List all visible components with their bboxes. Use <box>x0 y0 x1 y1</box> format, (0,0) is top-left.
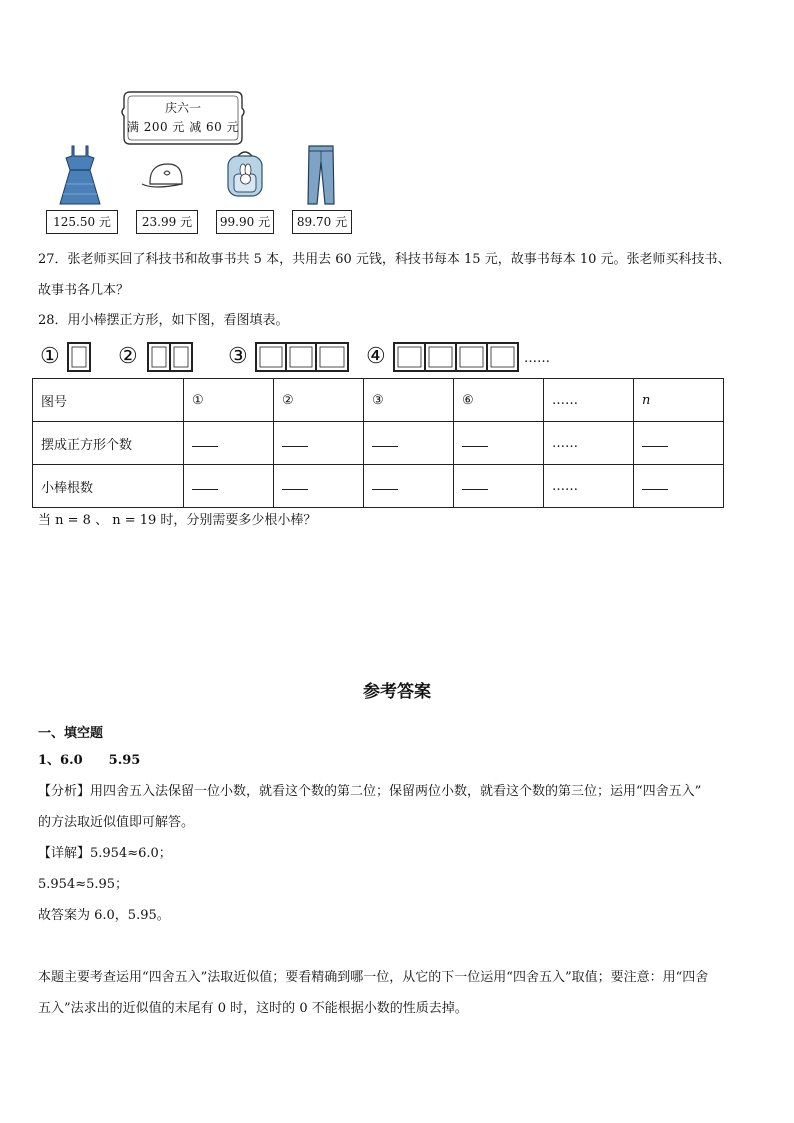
figure-3 <box>254 341 350 373</box>
figure-2 <box>146 341 194 373</box>
figure-label-2: ② <box>118 344 138 369</box>
figure-ellipsis: …… <box>524 351 550 366</box>
answer-blank[interactable] <box>634 422 724 465</box>
table-cell: n <box>634 379 724 422</box>
table-row-sticks <box>33 465 724 508</box>
fill-in-table <box>32 378 724 508</box>
analysis-line-2: 的方法取近似值即可解答。 <box>38 815 195 830</box>
price-tag-backpack: 99.90 元 <box>216 210 274 234</box>
analysis-line-1: 【分析】用四舍五入法保留一位小数，就看这个数的第二位；保留两位小数，就看这个数的第三位；运用“四舍五入” <box>38 784 702 799</box>
figure-label-3: ③ <box>228 344 248 369</box>
banner-line-2: 满 200 元 减 60 元 <box>126 120 240 134</box>
answer-1: 1、6.0 5.95 <box>38 753 141 768</box>
backpack-image <box>222 148 268 202</box>
table-cell: 图号 <box>33 379 184 422</box>
table-cell: …… <box>544 379 634 422</box>
table-row-squares <box>33 422 724 465</box>
note-line-2: 五入”法求出的近似值的末尾有 0 时，这时的 0 不能根据小数的性质去掉。 <box>38 1001 468 1016</box>
table-cell: 摆成正方形个数 <box>33 422 184 465</box>
answer-blank[interactable] <box>184 465 274 508</box>
table-cell: 小棒根数 <box>33 465 184 508</box>
price-tag-jeans: 89.70 元 <box>292 210 352 234</box>
jeans-image <box>306 144 336 210</box>
answer-blank[interactable] <box>364 465 454 508</box>
table-cell: ② <box>274 379 364 422</box>
dress-image <box>58 144 102 210</box>
table-cell: ① <box>184 379 274 422</box>
table-cell: …… <box>544 465 634 508</box>
answer-blank[interactable] <box>364 422 454 465</box>
answer-blank[interactable] <box>454 465 544 508</box>
detail-line-2: 5.954≈5.95； <box>38 877 129 892</box>
promo-banner <box>120 88 246 148</box>
table-cell: ⑥ <box>454 379 544 422</box>
price-tag-cap: 23.99 元 <box>136 210 198 234</box>
note-line-1: 本题主要考查运用“四舍五入”法取近似值；要看精确到哪一位，从它的下一位运用“四舍五入”取值；要注意：用“四舍 <box>38 970 709 985</box>
banner-line-1: 庆六一 <box>164 101 201 115</box>
question-28-followup: 当 n = 8 、 n = 19 时，分别需要多少根小棒？ <box>38 513 317 528</box>
question-28-title: 28．用小棒摆正方形，如下图，看图填表。 <box>38 313 289 328</box>
section-heading: 一、填空题 <box>38 726 104 741</box>
table-cell: …… <box>544 422 634 465</box>
answer-blank[interactable] <box>274 465 364 508</box>
detail-line-3: 故答案为 6.0，5.95。 <box>38 908 170 923</box>
question-27-line-2: 故事书各几本？ <box>38 283 130 298</box>
figure-label-1: ① <box>40 344 60 369</box>
question-27-line-1: 27．张老师买回了科技书和故事书共 5 本，共用去 60 元钱，科技书每本 15 元，故事书每本 10 元。张老师买科技书、 <box>38 252 731 267</box>
figure-4 <box>392 341 520 373</box>
table-row-header <box>33 379 724 422</box>
answer-blank[interactable] <box>454 422 544 465</box>
answers-title: 参考答案 <box>363 682 431 702</box>
cap-image <box>140 160 186 196</box>
figure-label-4: ④ <box>366 344 386 369</box>
matchstick-figures <box>40 339 560 375</box>
answer-blank[interactable] <box>634 465 724 508</box>
answer-blank[interactable] <box>274 422 364 465</box>
figure-1 <box>66 341 92 373</box>
table-cell: ③ <box>364 379 454 422</box>
price-tag-dress: 125.50 元 <box>46 210 118 234</box>
detail-line-1: 【详解】5.954≈6.0； <box>38 846 172 861</box>
answer-blank[interactable] <box>184 422 274 465</box>
